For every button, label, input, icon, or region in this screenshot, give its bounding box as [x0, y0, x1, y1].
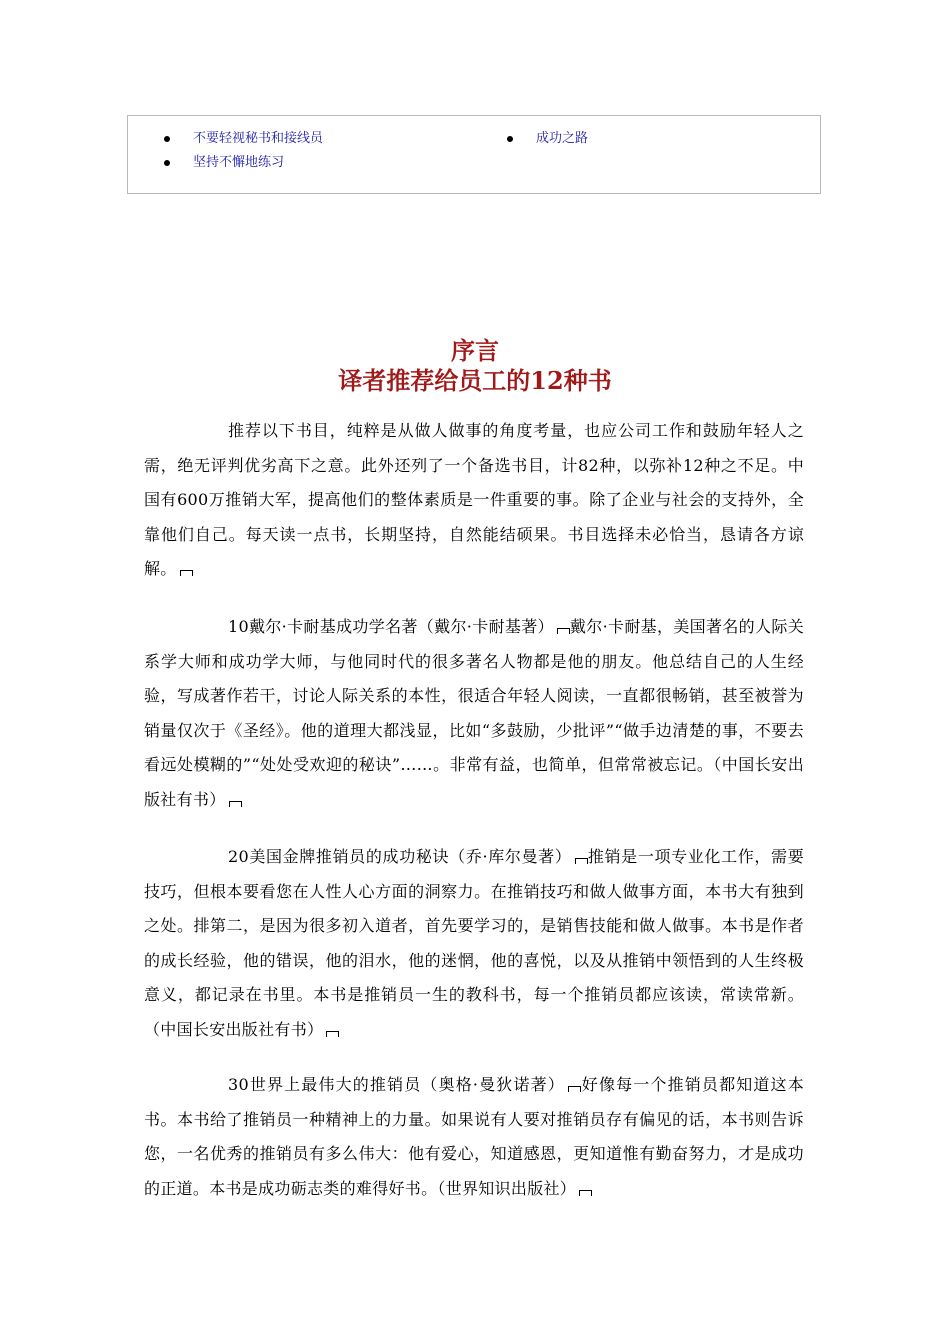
- bullet-icon: [507, 136, 513, 142]
- book-title: 10戴尔·卡耐基成功学名著（戴尔·卡耐基著）: [228, 617, 554, 636]
- toc-item[interactable]: [193, 154, 284, 172]
- return-mark-icon: [326, 1031, 339, 1037]
- toc-link[interactable]: 成功之路: [536, 131, 589, 146]
- return-mark-icon: [229, 801, 242, 807]
- toc-link[interactable]: 坚持不懈地练习: [193, 155, 285, 170]
- title-line-preface: 序言: [451, 336, 499, 365]
- return-mark-icon: [579, 1190, 592, 1196]
- toc-item[interactable]: [536, 130, 588, 148]
- book-description: 推销是一项专业化工作，需要技巧，但根本要看您在人性人心方面的洞察力。在推销技巧和做人做事方面，本书大有独到之处。排第二，是因为很多初入道者，首先要学习的，是销售技能和做人做事。本书是作者的成长经验，他的错误，他的泪水，他的迷惘，他的喜悦，以及从推销中领悟到的人生终极意义，都记录在书里。本书是推销员一生的教科书，每一个推销员都应该读，常读常新。（中国长安出版社有书）: [144, 847, 805, 1039]
- book-paragraph: [144, 840, 804, 1047]
- bullet-icon: [164, 160, 170, 166]
- toc-item[interactable]: [193, 130, 323, 148]
- return-mark-icon: [568, 1086, 581, 1092]
- book-title: 20美国金牌推销员的成功秘诀（乔·库尔曼著）: [228, 847, 572, 866]
- book-description: 戴尔·卡耐基，美国著名的人际关系学大师和成功学大师，与他同时代的很多著名人物都是他的朋友。他总结自己的人生经验，写成著作若干，讨论人际关系的本性，很适合年轻人阅读，一直都很畅销，甚至被誉为销量仅次于《圣经》。他的道理大都浅显，比如“多鼓励，少批评”“做手边清楚的事，不要去看远处模糊的”“处处受欢迎的秘诀”……。非常有益，也简单，但常常被忘记。（中国长安出版社有书）: [144, 617, 804, 809]
- title-line-main: 译者推荐给员工的12种书: [338, 366, 612, 395]
- book-paragraph: [144, 610, 804, 817]
- bullet-icon: [164, 136, 170, 142]
- intro-paragraph: [144, 414, 804, 587]
- book-description: 好像每一个推销员都知道这本书。本书给了推销员一种精神上的力量。如果说有人要对推销员存有偏见的话，本书则告诉您，一名优秀的推销员有多么伟大：他有爱心，知道感恩，更知道惟有勤奋努力，才是成功的正道。本书是成功砺志类的难得好书。（世界知识出版社）: [144, 1075, 805, 1198]
- return-mark-icon: [575, 858, 588, 864]
- return-mark-icon: [180, 570, 193, 576]
- book-title: 30世界上最伟大的推销员（奥格·曼狄诺著）: [228, 1075, 565, 1094]
- paragraph-text: 推荐以下书目，纯粹是从做人做事的角度考量，也应公司工作和鼓励年轻人之需，绝无评判优劣高下之意。此外还列了一个备选书目，计82种，以弥补12种之不足。中国有600万推销大军，提高他们的整体素质是一件重要的事。除了企业与社会的支持外，全靠他们自己。每天读一点书，长期坚持，自然能结硕果。书目选择未必恰当，恳请各方谅解。: [144, 421, 804, 578]
- page-title: [0, 336, 950, 396]
- toc-link[interactable]: 不要轻视秘书和接线员: [193, 131, 324, 146]
- return-mark-icon: [557, 628, 570, 634]
- book-paragraph: [144, 1068, 804, 1206]
